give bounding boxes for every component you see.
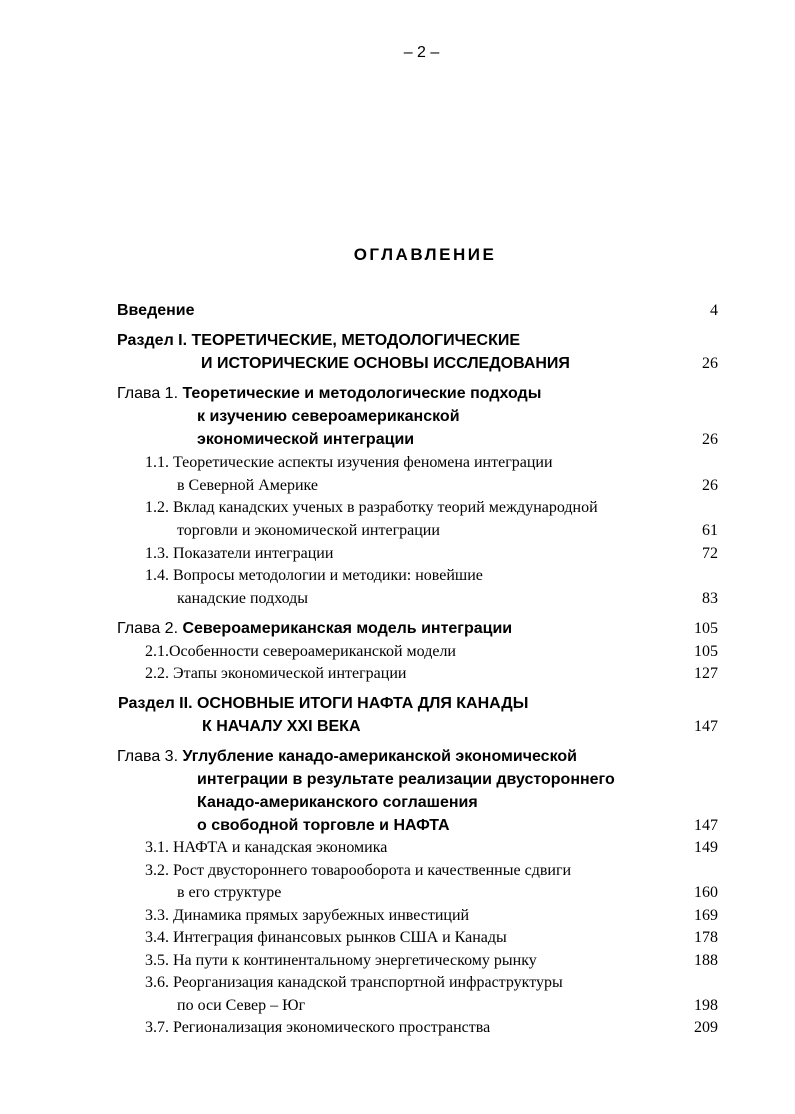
toc-part1-line2: И ИСТОРИЧЕСКИЕ ОСНОВЫ ИССЛЕДОВАНИЯ <box>201 355 570 372</box>
toc-s3-3-line1: 3.3. Динамика прямых зарубежных инвестиций <box>145 907 470 924</box>
toc-title: ОГЛАВЛЕНИЕ <box>353 245 497 264</box>
toc-s1-2-line1: 1.2. Вклад канадских ученых в разработку теорий международной <box>145 499 598 516</box>
toc-s3-6-line2: по оси Север – Юг <box>177 997 306 1014</box>
toc-s1-3-line1: 1.3. Показатели интеграции <box>145 545 334 562</box>
toc-ch1-line2: к изучению североамериканской <box>197 408 460 425</box>
toc-s2-1-line1: 2.1.Особенности североамериканской модели <box>145 643 456 660</box>
toc-ch1-page: 26 <box>702 431 718 448</box>
toc-intro-page: 4 <box>710 302 718 319</box>
toc-ch1-prefix: Глава 1. <box>117 385 183 402</box>
toc-s3-6-page: 198 <box>694 997 718 1014</box>
toc-s1-1-line1: 1.1. Теоретические аспекты изучения феномена интеграции <box>145 454 553 471</box>
toc-s3-3-page: 169 <box>694 907 718 924</box>
toc-ch1-line1: Теоретические и методологические подходы <box>182 385 542 402</box>
toc-ch1-heading <box>117 384 541 404</box>
toc-s2-2-line1: 2.2. Этапы экономической интеграции <box>145 665 407 682</box>
toc-part2-line1: Раздел II. ОСНОВНЫЕ ИТОГИ НАФТА ДЛЯ КАНАДЫ <box>118 695 529 712</box>
page-number: – 2 – <box>403 44 440 61</box>
toc-s3-5-page: 188 <box>694 952 718 969</box>
toc-s2-1-page: 105 <box>694 643 718 660</box>
toc-ch2-prefix: Глава 2. <box>117 620 183 637</box>
toc-s3-1-line1: 3.1. НАФТА и канадская экономика <box>145 839 388 856</box>
toc-s3-7-page: 209 <box>694 1019 718 1036</box>
toc-s1-4-line2: канадские подходы <box>177 590 309 607</box>
toc-part1-line1: Раздел I. ТЕОРЕТИЧЕСКИЕ, МЕТОДОЛОГИЧЕСКИЕ <box>117 332 521 349</box>
toc-s3-5-line1: 3.5. На пути к континентальному энергетическому рынку <box>145 952 537 969</box>
toc-ch3-page: 147 <box>694 817 718 834</box>
toc-s3-2-page: 160 <box>694 884 718 901</box>
toc-s3-2-line2: в его структуре <box>177 884 282 901</box>
toc-part1-page: 26 <box>702 355 718 372</box>
toc-part2-line2: К НАЧАЛУ XXI ВЕКА <box>202 718 361 735</box>
toc-ch2-line1: Североамериканская модель интеграции <box>182 620 513 637</box>
toc-ch3-line3: Канадо-американского соглашения <box>197 794 478 811</box>
toc-s1-1-line2: в Северной Америке <box>177 477 319 494</box>
toc-s2-2-page: 127 <box>694 665 718 682</box>
toc-s1-4-page: 83 <box>702 590 718 607</box>
toc-ch2-heading <box>117 619 512 639</box>
toc-s1-1-page: 26 <box>702 477 718 494</box>
toc-s1-2-line2: торговли и экономической интеграции <box>177 522 440 539</box>
toc-ch3-prefix: Глава 3. <box>117 748 183 765</box>
toc-ch3-heading <box>117 747 577 767</box>
toc-ch3-line1: Углубление канадо-американской экономической <box>182 748 577 765</box>
toc-s1-3-page: 72 <box>702 545 718 562</box>
toc-ch3-line4: о свободной торговле и НАФТА <box>197 817 450 834</box>
toc-s3-6-line1: 3.6. Реорганизация канадской транспортной инфраструктуры <box>145 974 563 991</box>
toc-s1-2-page: 61 <box>702 522 718 539</box>
toc-s3-1-page: 149 <box>694 839 718 856</box>
toc-ch3-line2: интеграции в результате реализации двустороннего <box>197 771 615 788</box>
toc-s3-4-line1: 3.4. Интеграция финансовых рынков США и Канады <box>145 929 507 946</box>
toc-s1-4-line1: 1.4. Вопросы методологии и методики: новейшие <box>145 567 483 584</box>
toc-s3-2-line1: 3.2. Рост двустороннего товарооборота и качественные сдвиги <box>145 862 572 879</box>
toc-part2-page: 147 <box>694 718 718 735</box>
toc-intro-title: Введение <box>117 302 195 319</box>
toc-s3-4-page: 178 <box>694 929 718 946</box>
toc-ch1-line3: экономической интеграции <box>197 431 415 448</box>
toc-s3-7-line1: 3.7. Регионализация экономического пространства <box>145 1019 491 1036</box>
toc-ch2-page: 105 <box>694 620 718 637</box>
